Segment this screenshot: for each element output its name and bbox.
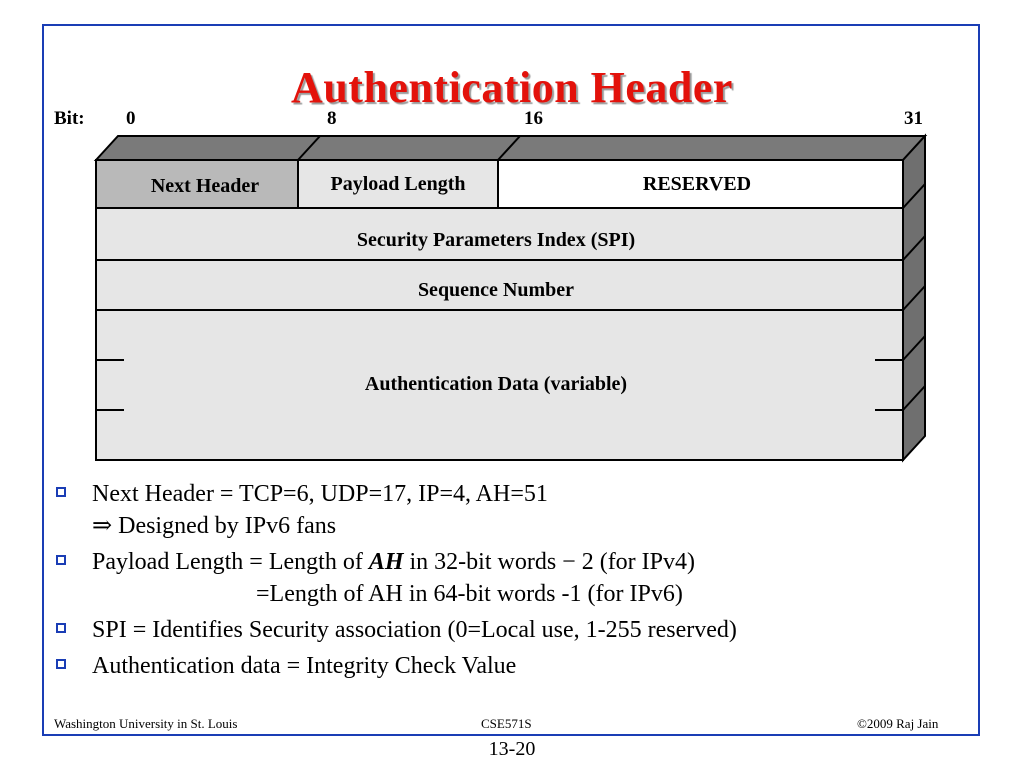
bullet-text-pre: Payload Length = Length of <box>92 549 369 575</box>
label-next-header: Next Header <box>150 175 260 197</box>
box-top-face <box>96 136 925 160</box>
label-auth-data: Authentication Data (variable) <box>364 373 628 395</box>
label-payload-length: Payload Length <box>330 173 466 195</box>
bit-label: Bit: <box>54 108 85 129</box>
bullet-square-icon <box>56 487 66 497</box>
label-sequence-number: Sequence Number <box>417 279 575 301</box>
label-reserved: RESERVED <box>642 173 752 195</box>
bullet-item <box>56 650 976 682</box>
slide-title: Authentication Header <box>291 63 733 112</box>
bullet-text: Next Header = TCP=6, UDP=17, IP=4, AH=51 <box>92 481 548 507</box>
footer-left: Washington University in St. Louis <box>54 716 238 731</box>
bullet-text-em: AH <box>368 549 404 575</box>
bullet-item <box>56 614 976 646</box>
bit-tick-16: 16 <box>524 108 543 129</box>
bullet-square-icon <box>56 623 66 633</box>
bullet-continuation: ⇒ Designed by IPv6 fans <box>92 513 337 539</box>
bullet-square-icon <box>56 659 66 669</box>
bullet-list <box>56 478 976 686</box>
bit-tick-0: 0 <box>126 108 136 129</box>
bullet-text-post: in 32-bit words − 2 (for IPv4) <box>403 549 696 575</box>
bit-tick-31: 31 <box>904 108 923 129</box>
footer-center: CSE571S <box>481 716 532 731</box>
bit-tick-8: 8 <box>327 108 337 129</box>
footer-right: ©2009 Raj Jain <box>857 716 939 731</box>
bullet-item <box>56 546 976 610</box>
bullet-text: Authentication data = Integrity Check Value <box>92 653 517 679</box>
bullet-continuation: =Length of AH in 64-bit words -1 (for IPv6) <box>256 581 683 607</box>
label-spi: Security Parameters Index (SPI) <box>356 229 636 251</box>
page-number: 13-20 <box>488 738 536 760</box>
bullet-item <box>56 478 976 542</box>
bullet-square-icon <box>56 555 66 565</box>
bullet-text: SPI = Identifies Security association (0=Local use, 1-255 reserved) <box>92 617 737 643</box>
